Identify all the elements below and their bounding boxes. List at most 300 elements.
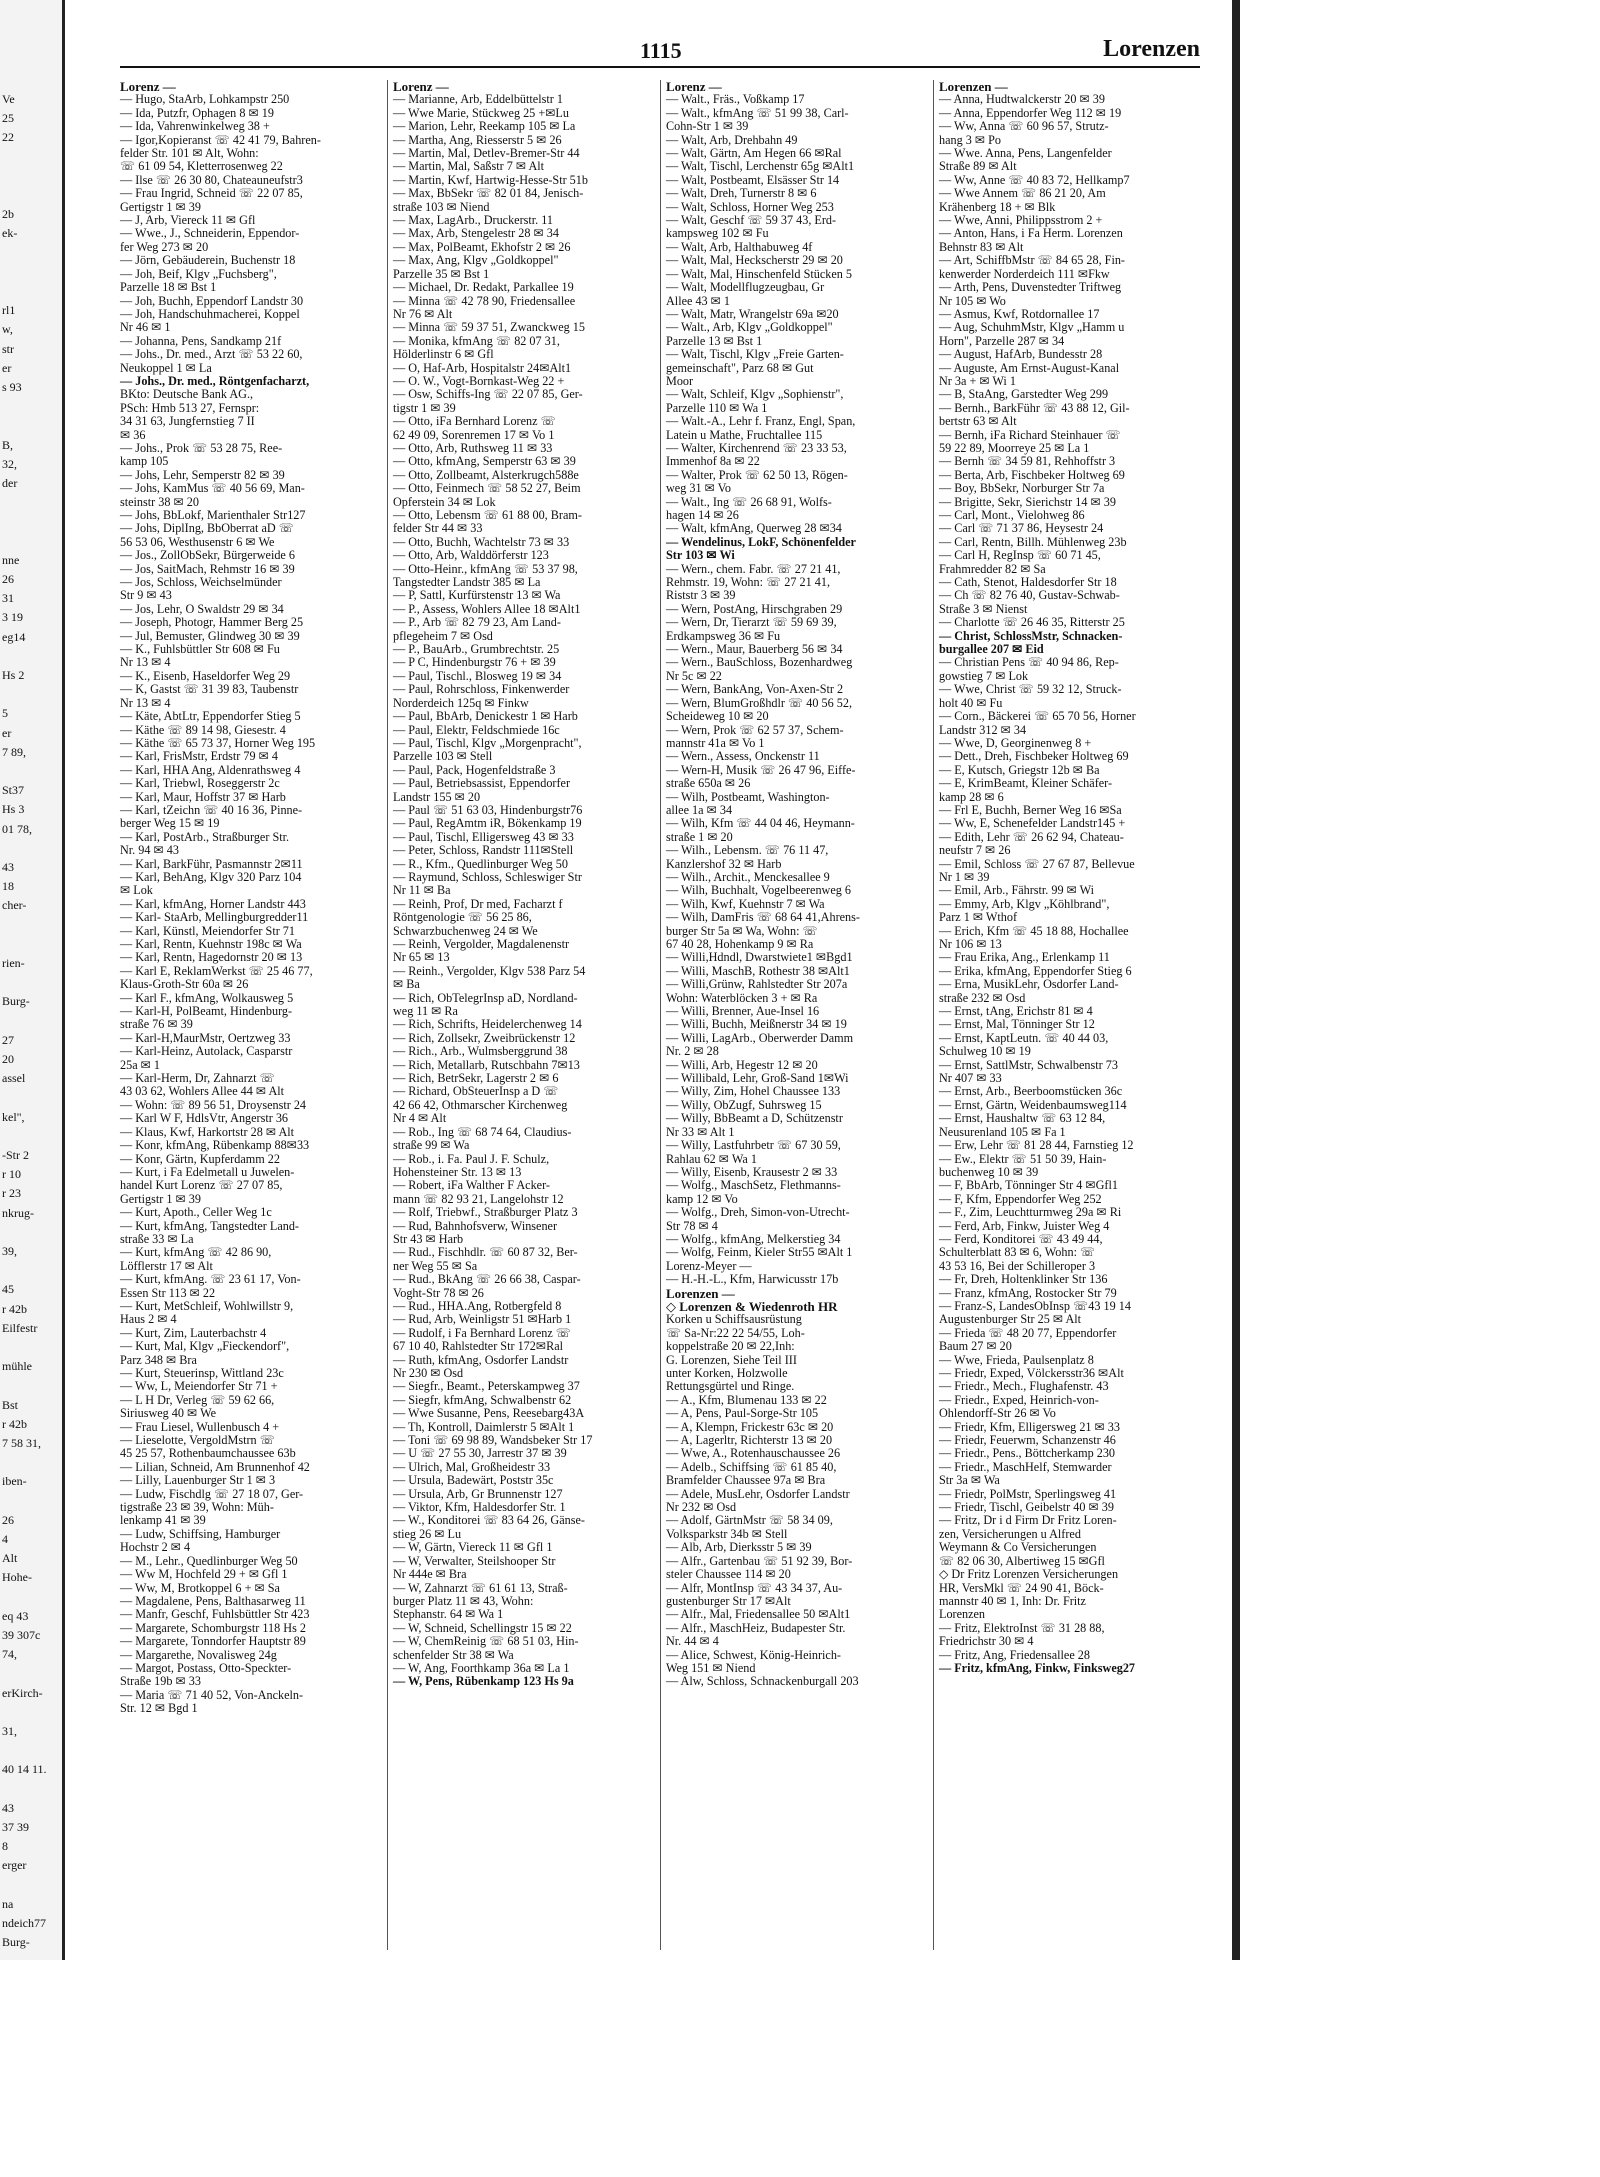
- directory-entry-line: — Willibald, Lehr, Groß-Sand 1✉Wi: [666, 1071, 849, 1086]
- directory-entry-line: — Anna, Eppendorfer Weg 112 ✉ 19: [939, 105, 1122, 120]
- directory-entry-line: — Karl-H, PolBeamt, Hindenburg-: [120, 1004, 293, 1019]
- directory-entry-line: — Wwe, Christ ☏ 59 32 12, Struck-: [939, 682, 1122, 697]
- gutter-fragment: 2b: [2, 207, 14, 222]
- section-heading: ◇ Lorenzen & Wiedenroth HR: [666, 1298, 838, 1314]
- directory-entry-line: Horn", Parzelle 287 ✉ 34: [939, 333, 1065, 348]
- directory-entry-line: steinstr 38 ✉ 20: [120, 494, 199, 509]
- directory-entry-line: Nr 76 ✉ Alt: [393, 306, 453, 321]
- directory-entry-line: — Walt., Fräs., Voßkamp 17: [666, 92, 805, 107]
- gutter-fragment: Ve: [2, 92, 15, 106]
- directory-entry-line: — Jos., ZollObSekr, Bürgerweide 6: [120, 548, 295, 563]
- directory-entry-line: — Ernst, Haushaltw ☏ 63 12 84,: [939, 1111, 1106, 1126]
- directory-entry-line: — Otto, Arb, Walddörferstr 123: [393, 548, 549, 563]
- directory-entry-line: — Kurt, Apoth., Celler Weg 1c: [120, 1205, 272, 1220]
- directory-entry-line: felder Str. 101 ✉ Alt, Wohn:: [120, 146, 259, 161]
- directory-entry-line: — Konr, Gärtn, Kupferdamm 22: [120, 1151, 280, 1166]
- gutter-fragment: 37 39: [2, 1820, 29, 1834]
- directory-entry-line: BKto: Deutsche Bank AG.,: [120, 387, 254, 402]
- directory-entry-line: Immenhof 8a ✉ 22: [666, 454, 760, 469]
- directory-entry-line: — Willy, Zim, Hohel Chaussee 133: [666, 1084, 841, 1099]
- directory-entry-line: — Edith, Lehr ☏ 26 62 94, Chateau-: [939, 829, 1124, 844]
- directory-entry-line: — Max, BbSekr ☏ 82 01 84, Jenisch-: [393, 186, 584, 201]
- gutter-fragment: Eilfestr: [2, 1320, 38, 1335]
- directory-entry-line: — Ww, L, Meiendorfer Str 71 +: [120, 1379, 278, 1394]
- directory-entry-line: Nr 407 ✉ 33: [939, 1071, 1002, 1086]
- directory-entry-line: — Paul, Elektr, Feldschmiede 16c: [393, 722, 560, 737]
- directory-entry-line: — Ch ☏ 82 76 40, Gustav-Schwab-: [939, 588, 1120, 603]
- directory-entry-line: — Ruth, kfmAng, Osdorfer Landstr: [393, 1352, 569, 1367]
- directory-entry-line: Parz 1 ✉ Wthof: [939, 910, 1018, 925]
- directory-entry-line: — Christian Pens ☏ 40 94 86, Rep-: [939, 655, 1119, 670]
- directory-entry-line: Neukoppel 1 ✉ La: [120, 360, 212, 375]
- directory-entry-line: Str 78 ✉ 4: [666, 1218, 718, 1233]
- directory-entry-line: Nr 65 ✉ 13: [393, 950, 450, 965]
- gutter-fragment: Hohe-: [2, 1570, 32, 1585]
- gutter-fragment: 43: [2, 860, 14, 874]
- gutter-fragment: 40 14 11.: [2, 1762, 47, 1777]
- directory-entry-line: — Alb, Arb, Dierksstr 5 ✉ 39: [666, 1540, 812, 1555]
- directory-entry-line: berger Weg 15 ✉ 19: [120, 816, 220, 831]
- directory-entry-line: — Ernst, KaptLeutn. ☏ 40 44 03,: [939, 1030, 1109, 1045]
- directory-entry-line: — Rob., Ing ☏ 68 74 64, Claudius-: [393, 1124, 572, 1139]
- directory-entry-line: Nr 106 ✉ 13: [939, 937, 1002, 951]
- directory-entry-line: — Karl, Triebwl, Roseggerstr 2c: [120, 776, 280, 791]
- directory-entry-line: — Friedr, Tischl, Geibelstr 40 ✉ 39: [939, 1500, 1114, 1515]
- directory-entry-line: gowstieg 7 ✉ Lok: [939, 668, 1029, 683]
- directory-entry-line: Erdkampsweg 36 ✉ Fu: [666, 628, 781, 643]
- directory-entry-line: — Karl- StaArb, Mellingburgredder11: [120, 910, 309, 925]
- directory-entry-line: ✉ Ba: [393, 977, 420, 992]
- directory-entry-line: — Jul, Bemuster, Glindweg 30 ✉ 39: [120, 628, 300, 643]
- directory-entry-line: — Kurt, kfmAng. ☏ 23 61 17, Von-: [120, 1272, 301, 1287]
- directory-entry-line: — Karl, Maur, Hoffstr 37 ✉ Harb: [120, 789, 286, 804]
- directory-entry-line: — Wern, BlumGroßhdlr ☏ 40 56 52,: [666, 695, 853, 710]
- directory-entry-line: — Wern, Prok ☏ 62 57 37, Schem-: [666, 722, 844, 737]
- directory-entry-line: — W, ChemReinig ☏ 68 51 03, Hin-: [393, 1634, 579, 1649]
- directory-entry-line: ☏ 82 06 30, Albertiweg 15 ✉Gfl: [939, 1553, 1105, 1568]
- gutter-fragment: Hs 2: [2, 668, 25, 682]
- directory-entry-line: — W, Schneid, Schellingstr 15 ✉ 22: [393, 1620, 572, 1635]
- directory-entry-line: Str 103 ✉ Wi: [666, 548, 735, 563]
- directory-entry-line: — Ew., Elektr ☏ 51 50 39, Hain-: [939, 1151, 1107, 1166]
- directory-entry-line: — Ernst, Gärtn, Weidenbaumsweg114: [939, 1097, 1127, 1112]
- directory-entry-line: — Karl E, ReklamWerkst ☏ 25 46 77,: [120, 963, 313, 978]
- directory-entry-line: — Ferd, Konditorei ☏ 43 49 44,: [939, 1231, 1103, 1246]
- directory-entry-line: — Alice, Schwest, König-Heinrich-: [666, 1647, 841, 1662]
- directory-entry-line: — Emil, Arb., Fährstr. 99 ✉ Wi: [939, 883, 1095, 898]
- directory-entry-line: — Marion, Lehr, Reekamp 105 ✉ La: [393, 119, 576, 134]
- directory-entry-line: — Emmy, Arb, Klgv „Köhlbrand",: [939, 896, 1110, 911]
- directory-entry-line: Nr 13 ✉ 4: [120, 655, 171, 670]
- directory-entry-line: — Ernst, SattlMstr, Schwalbenstr 73: [939, 1057, 1118, 1072]
- directory-entry-line: — Walter, Kirchenrend ☏ 23 33 53,: [666, 440, 847, 455]
- directory-entry-line: — Wern., BauSchloss, Bozenhardweg: [666, 655, 853, 670]
- directory-entry-line: — Karl, PostArb., Straßburger Str.: [120, 829, 290, 844]
- directory-entry-line: — Walt, Mal, Heckscherstr 29 ✉ 20: [666, 253, 843, 268]
- gutter-fragment: 22: [2, 130, 14, 145]
- directory-entry-line: — Karl W F, HdlsVtr, Angerstr 36: [120, 1111, 289, 1126]
- directory-entry-line: straße 76 ✉ 39: [120, 1017, 193, 1032]
- directory-entry-line: G. Lorenzen, Siehe Teil III: [666, 1352, 797, 1367]
- directory-entry-line: straße 33 ✉ La: [120, 1231, 194, 1246]
- directory-entry-line: — Adolf, GärtnMstr ☏ 58 34 09,: [666, 1513, 833, 1528]
- directory-entry-line: — Paul, Tischl, Elligersweg 43 ✉ 33: [393, 829, 574, 844]
- gutter-fragment: eq 43: [2, 1608, 29, 1623]
- directory-entry-line: — Walt, Gärtn, Am Hegen 66 ✉Ral: [666, 146, 842, 161]
- header-rule: [120, 66, 1200, 68]
- directory-entry-line: — Toni ☏ 69 98 89, Wandsbeker Str 17: [393, 1433, 593, 1448]
- directory-entry-line: zen, Versicherungen u Alfred: [939, 1526, 1081, 1541]
- directory-entry-line: — Karl, Künstl, Meiendorfer Str 71: [120, 923, 295, 938]
- directory-entry-line: burger Platz 11 ✉ 43, Wohn:: [393, 1593, 534, 1608]
- directory-entry-line: — Cath, Stenot, Haldesdorfer Str 18: [939, 575, 1117, 590]
- directory-entry-line: — Ludw, Fischdlg ☏ 27 18 07, Ger-: [120, 1486, 304, 1501]
- directory-entry-line: 67 40 28, Hohenkamp 9 ✉ Ra: [666, 937, 814, 951]
- directory-entry-line: Nr 4 ✉ Alt: [393, 1111, 447, 1126]
- directory-entry-line: allee 1a ✉ 34: [666, 802, 733, 817]
- directory-entry-line: Str 9 ✉ 43: [120, 588, 172, 603]
- page-number: 1115: [640, 38, 682, 63]
- directory-entry-line: — W, Verwalter, Steilshooper Str: [393, 1553, 556, 1568]
- directory-entry-line: — Fritz, ElektroInst ☏ 31 28 88,: [939, 1620, 1105, 1635]
- directory-entry-line: — Kurt, Steuerinsp, Wittland 23c: [120, 1366, 284, 1380]
- directory-entry-line: — Friedr., Mech., Flughafenstr. 43: [939, 1379, 1109, 1394]
- section-heading: Lorenzen —: [666, 1285, 735, 1301]
- directory-entry-line: — Bernh., BarkFühr ☏ 43 88 12, Gil-: [939, 400, 1130, 415]
- directory-entry-line: Korken u Schiffsausrüstung: [666, 1312, 802, 1327]
- directory-entry-line: Landstr 155 ✉ 20: [393, 789, 481, 804]
- directory-entry-line: — Walt, Modellflugzeugbau, Gr: [666, 280, 825, 295]
- directory-entry-line: schenfelder Str 38 ✉ Wa: [393, 1647, 514, 1662]
- directory-entry-line: Ohlendorff-Str 26 ✉ Vo: [939, 1406, 1056, 1421]
- directory-entry-line: — Magdalene, Pens, Balthasarweg 11: [120, 1593, 306, 1608]
- directory-entry-line: — Lilly, Lauenburger Str 1 ✉ 3: [120, 1473, 276, 1488]
- directory-entry-line: — Ilse ☏ 26 30 80, Chateauneufstr3: [120, 172, 303, 187]
- gutter-fragment: mühle: [2, 1359, 32, 1374]
- directory-entry-line: straße 99 ✉ Wa: [393, 1138, 470, 1153]
- directory-entry-line: — Walt, Postbeamt, Elsässer Str 14: [666, 172, 840, 187]
- directory-entry-line: Str 3a ✉ Wa: [939, 1473, 1000, 1488]
- directory-entry-line: Hölderlinstr 6 ✉ Gfl: [393, 347, 494, 362]
- directory-entry-line: — J, Arb, Viereck 11 ✉ Gfl: [120, 213, 256, 228]
- directory-entry-line: — Rud., BkAng ☏ 26 66 38, Caspar-: [393, 1272, 581, 1287]
- directory-entry-line: — W, Ang, Foorthkamp 36a ✉ La 1: [393, 1660, 570, 1675]
- directory-entry-line: — E, KrimBeamt, Kleiner Schäfer-: [939, 776, 1113, 791]
- gutter-fragment: 26: [2, 572, 14, 586]
- directory-entry-line: — Kurt, Zim, Lauterbachstr 4: [120, 1325, 267, 1340]
- directory-entry-line: — Johs, Lehr, Semperstr 82 ✉ 39: [120, 467, 285, 482]
- directory-entry-line: — Karl, BarkFühr, Pasmannstr 2✉11: [120, 856, 303, 871]
- directory-entry-line: — Walt., Ing ☏ 26 68 91, Wolfs-: [666, 494, 832, 509]
- directory-entry-line: — Johs., Dr. med., Röntgenfacharzt,: [120, 373, 310, 388]
- directory-entry-line: Moor: [666, 373, 694, 388]
- page-header: [120, 32, 1200, 72]
- directory-entry-line: — Ww M, Hochfeld 29 + ✉ Gfl 1: [120, 1567, 288, 1582]
- directory-entry-line: Haus 2 ✉ 4: [120, 1312, 177, 1327]
- directory-entry-line: — W., Konditorei ☏ 83 64 26, Gänse-: [393, 1513, 585, 1528]
- directory-entry-line: — Rich, Metallarb, Rutschbahn 7✉13: [393, 1057, 580, 1072]
- directory-entry-line: bertstr 63 ✉ Alt: [939, 414, 1017, 429]
- directory-entry-line: — Walt, Matr, Wrangelstr 69a ✉20: [666, 306, 839, 321]
- directory-entry-line: — Otto, Zollbeamt, Alsterkrugch588e: [393, 467, 579, 482]
- directory-entry-line: — Jos, Schloss, Weichselmünder: [120, 575, 282, 590]
- directory-entry-line: — Rud., Fischhdlr. ☏ 60 87 32, Ber-: [393, 1245, 578, 1260]
- directory-entry-line: koppelstraße 20 ✉ 22,Inh:: [666, 1339, 795, 1354]
- directory-entry-line: hang 3 ✉ Po: [939, 132, 1002, 147]
- gutter-fragment: 7 89,: [2, 744, 26, 759]
- directory-entry-line: Landstr 312 ✉ 34: [939, 722, 1027, 737]
- directory-entry-line: — Rich, BetrSekr, Lagerstr 2 ✉ 6: [393, 1071, 559, 1086]
- directory-entry-line: — Johs., Prok ☏ 53 28 75, Ree-: [120, 440, 283, 455]
- directory-entry-line: Nr 5c ✉ 22: [666, 668, 722, 683]
- directory-entry-line: buchenweg 10 ✉ 39: [939, 1164, 1039, 1179]
- directory-entry-line: mann ☏ 82 93 21, Langelohstr 12: [393, 1191, 564, 1206]
- directory-entry-line: — Carl, Rentn, Billh. Mühlenweg 23b: [939, 534, 1127, 549]
- running-head: Lorenzen: [1103, 36, 1200, 62]
- directory-entry-line: — O. W., Vogt-Bornkast-Weg 22 +: [393, 373, 565, 388]
- directory-entry-line: kampsweg 102 ✉ Fu: [666, 226, 769, 241]
- directory-entry-line: — Käte, AbtLtr, Eppendorfer Stieg 5: [120, 709, 301, 724]
- directory-entry-line: — Berta, Arb, Fischbeker Holtweg 69: [939, 467, 1125, 482]
- directory-entry-line: — Paul, BbArb, Denickestr 1 ✉ Harb: [393, 709, 578, 724]
- directory-entry-line: — Walt, Arb, Drehbahn 49: [666, 132, 798, 147]
- directory-entry-line: Weymann & Co Versicherungen: [939, 1540, 1097, 1555]
- directory-entry-line: Parzelle 18 ✉ Bst 1: [120, 280, 217, 295]
- directory-entry-line: — Wern-H, Musik ☏ 26 47 96, Eiffe-: [666, 762, 856, 777]
- directory-entry-line: — Monika, kfmAng ☏ 82 07 31,: [393, 333, 560, 348]
- directory-entry-line: — Frl E, Buchh, Berner Weg 16 ✉Sa: [939, 802, 1122, 817]
- gutter-fragment: 43: [2, 1800, 14, 1815]
- directory-entry-line: Rahlau 62 ✉ Wa 1: [666, 1151, 757, 1166]
- directory-entry-line: — Friedr, PolMstr, Sperlingsweg 41: [939, 1486, 1117, 1501]
- directory-entry-line: — Ww, Anne ☏ 40 83 72, Hellkamp7: [939, 172, 1130, 187]
- directory-entry-line: — Asmus, Kwf, Rotdornallee 17: [939, 306, 1100, 321]
- directory-entry-line: — Paul ☏ 51 63 03, Hindenburgstr76: [393, 802, 583, 817]
- gutter-fragment: 5: [2, 706, 8, 721]
- directory-entry-line: — Wwe., J., Schneiderin, Eppendor-: [120, 226, 300, 241]
- gutter-fragment: 31: [2, 591, 14, 606]
- directory-entry-line: — Arth, Pens, Duvenstedter Triftweg: [939, 280, 1122, 295]
- directory-entry-line: — Friedr, Feuerwm, Schanzenstr 46: [939, 1433, 1116, 1448]
- gutter-fragment: der: [2, 476, 18, 490]
- column-divider: [660, 80, 661, 1950]
- directory-entry-line: — Frieda ☏ 48 20 77, Eppendorfer: [939, 1325, 1117, 1340]
- gutter-fragment: 25: [2, 111, 14, 126]
- directory-entry-line: — Paul, Betriebsassist, Eppendorfer: [393, 776, 571, 791]
- directory-entry-line: Gertigstr 1 ✉ 39: [120, 199, 201, 214]
- directory-entry-line: — U ☏ 27 55 30, Jarrestr 37 ✉ 39: [393, 1446, 567, 1461]
- directory-entry-line: — Minna ☏ 42 78 90, Friedensallee: [393, 293, 576, 308]
- directory-entry-line: — Willi, LagArb., Oberwerder Damm: [666, 1030, 854, 1045]
- directory-entry-line: weg 31 ✉ Vo: [666, 481, 731, 496]
- directory-entry-line: Allee 43 ✉ 1: [666, 293, 731, 308]
- directory-entry-line: — Franz, kfmAng, Rostocker Str 79: [939, 1285, 1117, 1300]
- directory-entry-line: — Wolfg., Dreh, Simon-von-Utrecht-: [666, 1205, 850, 1220]
- gutter-fragment: 01 78,: [2, 821, 32, 836]
- directory-entry-line: Klaus-Groth-Str 60a ✉ 26: [120, 977, 249, 992]
- gutter-fragment: Alt: [2, 1551, 18, 1566]
- directory-entry-line: — Max, PolBeamt, Ekhofstr 2 ✉ 26: [393, 239, 571, 254]
- directory-entry-line: — Alfr., Mal, Friedensallee 50 ✉Alt1: [666, 1607, 851, 1622]
- directory-entry-line: — Otto, Arb, Ruthsweg 11 ✉ 33: [393, 440, 553, 455]
- scan-edge: [1232, 0, 1240, 1960]
- gutter-fragment: Burg-: [2, 994, 30, 1009]
- directory-entry-line: — Joh, Buchh, Eppendorf Landstr 30: [120, 293, 304, 308]
- directory-entry-line: — Wern., Maur, Bauerberg 56 ✉ 34: [666, 642, 843, 657]
- directory-entry-line: — Ww, M, Brotkoppel 6 + ✉ Sa: [120, 1580, 280, 1595]
- directory-entry-line: — Johs, DiplIng, BbOberrat aD ☏: [120, 521, 294, 536]
- directory-entry-line: — Martin, Mal, Detlev-Bremer-Str 44: [393, 146, 580, 161]
- gutter-fragment: r 42b: [2, 1301, 27, 1316]
- directory-entry-line: — Max, Arb, Stengelestr 28 ✉ 34: [393, 226, 559, 241]
- directory-entry-line: — Christ, SchlossMstr, Schnacken-: [939, 628, 1123, 643]
- directory-entry-line: — Ww, Anna ☏ 60 96 57, Strutz-: [939, 119, 1109, 134]
- directory-entry-line: — Karl, Rentn, Hagedornstr 20 ✉ 13: [120, 950, 303, 965]
- directory-entry-line: — Walt, Tischl, Klgv „Freie Garten-: [666, 347, 844, 362]
- directory-entry-line: — Kurt, Mal, Klgv „Fieckendorf",: [120, 1339, 290, 1354]
- directory-entry-line: HR, VersMkl ☏ 24 90 41, Böck-: [939, 1580, 1104, 1595]
- directory-entry-line: — Karl, BehAng, Klgv 320 Parz 104: [120, 869, 302, 884]
- directory-entry-line: — Rolf, Triebwf., Straßburger Platz 3: [393, 1205, 578, 1220]
- directory-entry-line: — Otto, Feinmech ☏ 58 52 27, Beim: [393, 481, 581, 496]
- directory-entry-line: — Max, Ang, Klgv „Goldkoppel": [393, 253, 559, 268]
- gutter-fragment: -Str 2: [2, 1148, 29, 1162]
- gutter-fragment: er: [2, 360, 12, 375]
- directory-entry-line: Parzelle 110 ✉ Wa 1: [666, 400, 768, 415]
- directory-entry-line: — Otto, kfmAng, Semperstr 63 ✉ 39: [393, 454, 576, 469]
- directory-entry-line: pflegeheim 7 ✉ Osd: [393, 628, 493, 643]
- gutter-fragment: str: [2, 341, 14, 356]
- directory-entry-line: — P., Assess, Wohlers Allee 18 ✉Alt1: [393, 601, 581, 616]
- gutter-fragment: 31,: [2, 1724, 17, 1738]
- directory-entry-line: Hohensteiner Str. 13 ✉ 13: [393, 1164, 522, 1179]
- directory-entry-line: — Wolfg., kfmAng, Melkerstieg 34: [666, 1231, 841, 1246]
- directory-entry-line: — Rud, Arb, Weinligstr 51 ✉Harb 1: [393, 1312, 572, 1327]
- gutter-fragment: 7 58 31,: [2, 1436, 41, 1450]
- directory-entry-line: — Johs, BbLokf, Marienthaler Str127: [120, 508, 306, 522]
- directory-entry-line: — Kurt, kfmAng ☏ 42 86 90,: [120, 1245, 272, 1260]
- directory-entry-line: — Bernh ☏ 34 59 81, Rehhoffstr 3: [939, 454, 1116, 469]
- directory-entry-line: — Konr, kfmAng, Rübenkamp 88✉33: [120, 1138, 310, 1153]
- directory-entry-line: Latein u Mathe, Fruchtallee 115: [666, 427, 823, 442]
- directory-entry-line: — Willi, Buchh, Meißnerstr 34 ✉ 19: [666, 1017, 847, 1032]
- directory-entry-line: — Wwe Susanne, Pens, Reesebarg43A: [393, 1406, 585, 1421]
- directory-entry-line: — Wern., chem. Fabr. ☏ 27 21 41,: [666, 561, 841, 576]
- directory-entry-line: kamp 12 ✉ Vo: [666, 1191, 738, 1206]
- directory-entry-line: Wohn: Waterblöcken 3 + ✉ Ra: [666, 990, 818, 1005]
- directory-entry-line: Gertigstr 1 ✉ 39: [120, 1191, 201, 1206]
- directory-entry-line: — Carl ☏ 71 37 86, Heysestr 24: [939, 521, 1104, 536]
- directory-entry-line: — F., Zim, Leuchtturmweg 29a ✉ Ri: [939, 1205, 1122, 1220]
- directory-entry-line: — Willi,Hdndl, Dwarstwiete1 ✉Bgd1: [666, 950, 853, 965]
- directory-column-4: [939, 80, 1201, 1950]
- directory-entry-line: — Carl H, RegInsp ☏ 60 71 45,: [939, 548, 1101, 563]
- directory-entry-line: — Auguste, Am Ernst-August-Kanal: [939, 360, 1120, 375]
- directory-entry-line: — Lieselotte, VergoldMstrn ☏: [120, 1433, 275, 1448]
- directory-entry-line: 43 53 16, Bei der Schilleroper 3: [939, 1258, 1096, 1273]
- directory-entry-line: — Wwe. Anna, Pens, Langenfelder: [939, 146, 1112, 161]
- gutter-fragment: 45: [2, 1282, 14, 1297]
- directory-entry-line: — Martha, Ang, Riesserstr 5 ✉ 26: [393, 132, 562, 147]
- directory-entry-line: 62 49 09, Sorenremen 17 ✉ Vo 1: [393, 427, 555, 442]
- directory-entry-line: — Raymund, Schloss, Schleswiger Str: [393, 869, 582, 884]
- directory-entry-line: 45 25 57, Rothenbaumchaussee 63b: [120, 1446, 296, 1461]
- directory-entry-line: Nr 1 ✉ 39: [939, 869, 990, 884]
- directory-entry-line: — Fritz, Ang, Friedensallee 28: [939, 1647, 1090, 1662]
- directory-entry-line: — Franz-S, LandesObInsp ☏43 19 14: [939, 1298, 1131, 1313]
- directory-entry-line: — Wilh., Archit., Menckesallee 9: [666, 869, 830, 884]
- gutter-fragment: Bst: [2, 1397, 19, 1412]
- directory-entry-line: — Karl, kfmAng, Horner Landstr 443: [120, 896, 306, 911]
- directory-entry-line: — Walter, Prok ☏ 62 50 13, Rögen-: [666, 467, 848, 482]
- directory-entry-line: Nr 3a + ✉ Wi 1: [939, 373, 1016, 388]
- directory-entry-line: Frahmredder 82 ✉ Sa: [939, 561, 1046, 576]
- directory-entry-line: Voght-Str 78 ✉ 26: [393, 1285, 484, 1300]
- directory-entry-line: — Ursula, Badewärt, Poststr 35c: [393, 1473, 554, 1488]
- gutter-fragment: 27: [2, 1032, 14, 1047]
- directory-entry-line: — Paul, Rohrschloss, Finkenwerder: [393, 682, 570, 697]
- directory-entry-line: — Friedr, Kfm, Elligersweg 21 ✉ 33: [939, 1419, 1120, 1434]
- gutter-fragment: kel",: [2, 1109, 25, 1124]
- directory-entry-line: — A, Lagerltr, Richterstr 13 ✉ 20: [666, 1433, 833, 1448]
- directory-entry-line: — Th, Kontroll, Daimlerstr 5 ✉Alt 1: [393, 1419, 575, 1434]
- directory-entry-line: — Otto, Buchh, Wachtelstr 73 ✉ 33: [393, 534, 570, 549]
- directory-entry-line: — Margarethe, Novalisweg 24g: [120, 1647, 277, 1662]
- directory-entry-line: — Adele, MusLehr, Osdorfer Landstr: [666, 1486, 850, 1501]
- directory-entry-line: Scheideweg 10 ✉ 20: [666, 709, 769, 724]
- directory-entry-line: weg 11 ✉ Ra: [393, 1004, 458, 1019]
- directory-entry-line: Parzelle 103 ✉ Stell: [393, 749, 493, 764]
- directory-entry-line: Hochstr 2 ✉ 4: [120, 1540, 191, 1555]
- directory-entry-line: Lorenz-Meyer —: [666, 1258, 752, 1273]
- directory-entry-line: kamp 28 ✉ 6: [939, 789, 1004, 804]
- directory-column-2: [393, 80, 655, 1950]
- gutter-fragment: r 42b: [2, 1416, 27, 1431]
- directory-entry-line: — Corn., Bäckerei ☏ 65 70 56, Horner: [939, 709, 1136, 724]
- directory-entry-line: — K, Gastst ☏ 31 39 83, Taubenstr: [120, 682, 299, 697]
- directory-entry-line: — Ww, E, Schenefelder Landstr145 +: [939, 816, 1126, 831]
- directory-entry-line: — Anton, Hans, i Fa Herm. Lorenzen: [939, 226, 1123, 241]
- directory-entry-line: neufstr 7 ✉ 26: [939, 843, 1011, 858]
- directory-entry-line: — Willi, MaschB, Rothestr 38 ✉Alt1: [666, 963, 850, 978]
- directory-entry-line: — Kurt, MetSchleif, Wohlwillstr 9,: [120, 1298, 294, 1313]
- gutter-fragment: 20: [2, 1052, 14, 1066]
- directory-entry-line: — Fritz, kfmAng, Finkw, Finksweg27: [939, 1660, 1136, 1675]
- directory-entry-line: — A, Klempn, Frickestr 63c ✉ 20: [666, 1419, 834, 1434]
- directory-entry-line: Baum 27 ✉ 20: [939, 1339, 1012, 1354]
- directory-entry-line: — Wilh., Lebensm. ☏ 76 11 47,: [666, 843, 829, 858]
- directory-entry-line: Straße 89 ✉ Alt: [939, 159, 1017, 174]
- directory-entry-line: Krähenberg 18 + ✉ Blk: [939, 199, 1056, 214]
- directory-entry-line: — Wwe, Frieda, Paulsenplatz 8: [939, 1352, 1094, 1367]
- directory-entry-line: — Brigitte, Sekr, Sierichstr 14 ✉ 39: [939, 494, 1116, 509]
- directory-entry-line: — Rob., i. Fa. Paul J. F. Schulz,: [393, 1151, 550, 1166]
- directory-entry-line: — Walt., kfmAng ☏ 51 99 38, Carl-: [666, 105, 849, 120]
- directory-entry-line: Opferstein 34 ✉ Lok: [393, 494, 496, 509]
- directory-entry-line: — Fr, Dreh, Holtenklinker Str 136: [939, 1272, 1108, 1287]
- directory-entry-line: — Karl F., kfmAng, Wolkausweg 5: [120, 990, 294, 1005]
- directory-entry-line: — Karl-Heinz, Autolack, Casparstr: [120, 1044, 293, 1059]
- directory-entry-line: — F, Kfm, Eppendorfer Weg 252: [939, 1191, 1102, 1206]
- directory-entry-line: — Wern., Assess, Onckenstr 11: [666, 749, 820, 764]
- directory-entry-line: — Karl, HHA Ang, Aldenrathsweg 4: [120, 762, 301, 777]
- directory-entry-line: burgallee 207 ✉ Eid: [939, 642, 1044, 657]
- directory-entry-line: kenwerder Norderdeich 111 ✉Fkw: [939, 266, 1110, 281]
- directory-entry-line: mannstr 41a ✉ Vo 1: [666, 735, 765, 750]
- directory-entry-line: gustenburger Str 17 ✉Alt: [666, 1593, 791, 1608]
- directory-entry-line: — Rich., Arb., Wulmsberggrund 38: [393, 1044, 568, 1059]
- gutter-fragment: eg14: [2, 629, 26, 644]
